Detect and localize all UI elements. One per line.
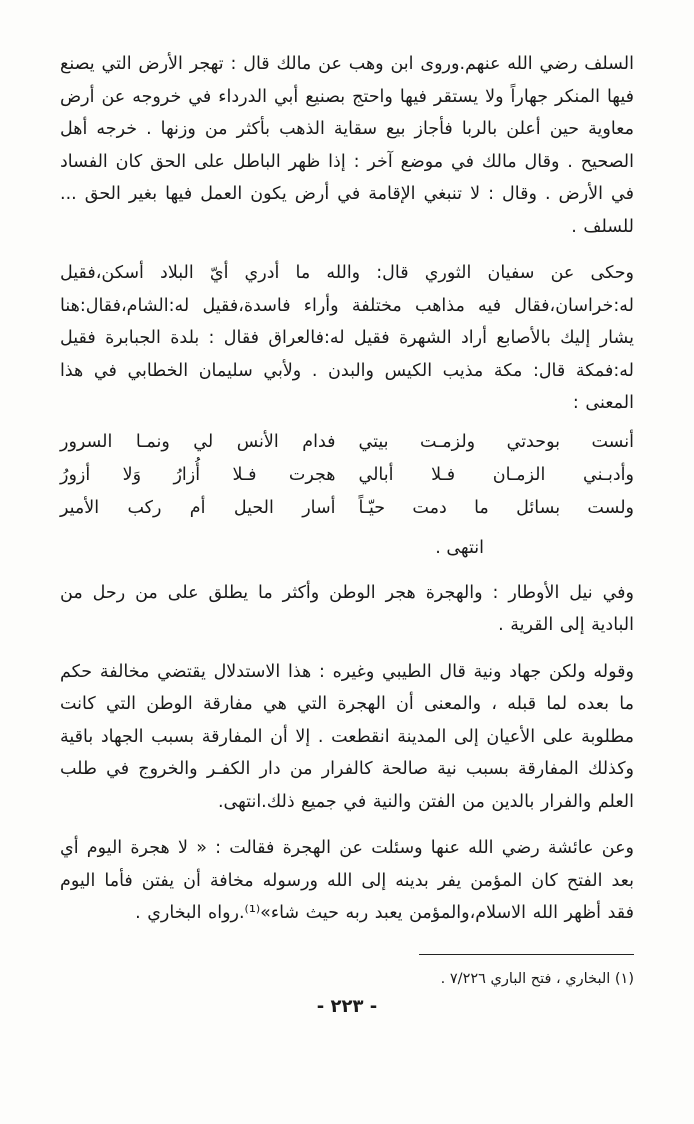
poem-verses [60, 426, 634, 525]
paragraph-4: وقوله ولكن جهاد ونية قال الطيبي وغيره : هذا الاستدلال يقتضي مخالفة حكم ما بعده لما قبله ، والمعنى أن الهجرة التي هي مفارقة الوطن التي كانت مطلوبة على الأعيان إلى المدينة انقطعت . إلا أن المفارقة بسبب الجهاد باقية وكذلك المفارقة بسبب نية صالحة كالفرار من دار الكفـر والخروج في طلب العلم والفرار بالدين من الفتن والنية في جميع ذلك.انتهى. [60, 661, 634, 812]
verse-second-hemistich: هجرت فـلا أُزارُ وَلا أزورُ [60, 464, 336, 485]
verse-first-hemistich: أنست بوحدتي ولزمـت بيتي [358, 431, 634, 452]
footnote-divider [419, 954, 634, 955]
verse-row [60, 426, 634, 459]
closing-mark: انتهى . [435, 537, 484, 558]
verse-first-hemistich: ولست بسائل ما دمت حيّـاً [358, 497, 634, 518]
footnote: (١) البخاري ، فتح الباري ٧/٢٢٦ . [440, 970, 634, 987]
verse-second-hemistich: أسار الحيل أم ركب الأمير [60, 497, 336, 518]
paragraph-5: وعن عائشة رضي الله عنها وسئلت عن الهجرة فقالت : « لا هجرة اليوم أي بعد الفتح كان المؤمن يفر بدينه إلى الله ورسوله مخافة أن يفتن فأما اليوم فقد أظهر الله الاسلام،والمؤمن يعبد ربه حيث شاء»⁽¹⁾.رواه البخاري . [60, 838, 634, 923]
verse-second-hemistich: فدام الأنس لي ونمـا السرور [60, 431, 336, 452]
page-number: - ٢٢٣ - [316, 996, 378, 1017]
paragraph-2: وحكى عن سفيان الثوري قال: والله ما أدري أيّ البلاد أسكن،فقيل له:خراسان،فقال فيه مذاهب مختلفة وأراء فاسدة،فقيل له:الشام،فقال:هنا يشار إليك بالأصابع أراد الشهرة فقيل له:فالعراق فقال : بلدة الجبابرة فقيل له:فمكة قال: مكة مذيب الكيس والبدن . ولأبي سليمان الخطابي في هذا المعنى : [60, 263, 634, 413]
verse-row [60, 459, 634, 492]
paragraph-3: وفي نيل الأوطار : والهجرة هجر الوطن وأكثر ما يطلق على من رحل من البادية إلى القرية . [60, 582, 634, 635]
verse-row [60, 492, 634, 525]
paragraph-1: السلف رضي الله عنهم.وروى ابن وهب عن مالك قال : تهجر الأرض التي يصنع فيها المنكر جهاراً ولا يستقر فيها واحتج بصنيع أبي الدرداء في خروجه عن أرض معاوية حين أعلن بالربا فأجاز بيع سقاية الذهب بأكثر من وزنها . خرجه أهل الصحيح . وقال مالك في موضع آخر : إذا ظهر الباطل على الحق كان الفساد في الأرض . وقال : لا تنبغي الإقامة في أرض يكون العمل فيها بغير الحق ... للسلف . [60, 54, 634, 237]
verse-first-hemistich: وأدبـني الزمـان فـلا أبالي [358, 464, 634, 485]
